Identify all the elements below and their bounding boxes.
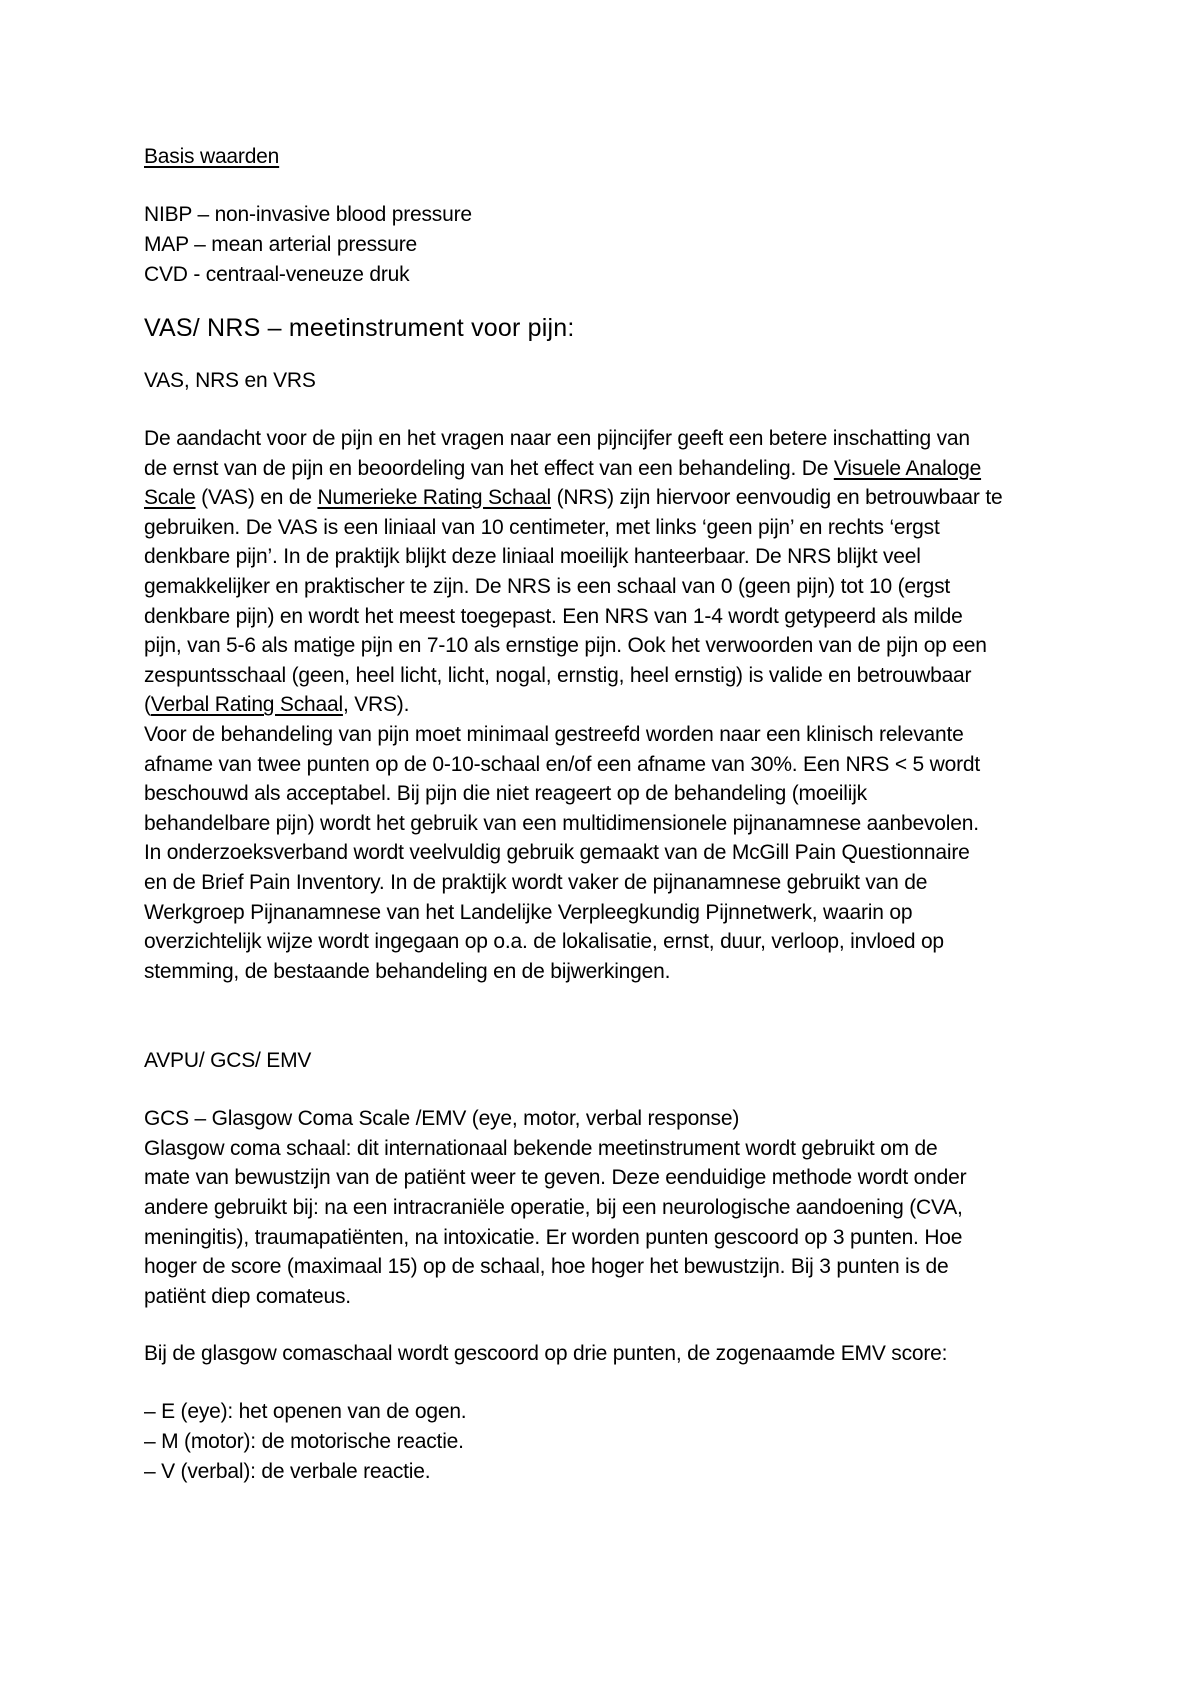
paragraph-line: gebruiken. De VAS is een liniaal van 10 centimeter, met links ‘geen pijn’ en rechts ‘ergst: [144, 515, 940, 539]
paragraph-line: De aandacht voor de pijn en het vragen naar een pijncijfer geeft een betere inschatting van: [144, 427, 970, 450]
paragraph-line: [144, 690, 1069, 720]
section-subheading-vas: VAS, NRS en VRS: [144, 369, 316, 392]
paragraph-gcs: [144, 1104, 1069, 1311]
paragraph-line: mate van bewustzijn van de patiënt weer te geven. Deze eenduidige methode wordt onder: [144, 1166, 967, 1190]
paragraph-text: (NRS) zijn hiervoor eenvoudig en betrouwbaar te: [550, 486, 1003, 510]
paragraph-line: [144, 483, 1069, 513]
paragraph-line: hoger de score (maximaal 15) op de schaal, hoe hoger het bewustzijn. Bij 3 punten is de: [144, 1255, 949, 1279]
paragraph-line: Voor de behandeling van pijn moet minimaal gestreefd worden naar een klinisch relevante: [144, 722, 964, 746]
basis-item: MAP – mean arterial pressure: [144, 233, 417, 256]
basis-item: CVD - centraal-veneuze druk: [144, 263, 410, 286]
paragraph-line: gemakkelijker en praktischer te zijn. De NRS is een schaal van 0 (geen pijn) tot 10 (ergst: [144, 574, 951, 598]
list-item-motor: – M (motor): de motorische reactie.: [144, 1430, 464, 1454]
link-numerieke-rating-schaal[interactable]: Numerieke Rating Schaal: [317, 486, 551, 510]
paragraph-line: beschouwd als acceptabel. Bij pijn die niet reageert op de behandeling (moeilijk: [144, 782, 867, 806]
link-visuele-analoge-scale[interactable]: Visuele Analoge: [833, 456, 982, 480]
paragraph-line: pijn, van 5-6 als matige pijn en 7-10 als ernstige pijn. Ook het verwoorden van de pijn op een: [144, 634, 987, 658]
paragraph-emv-intro: Bij de glasgow comaschaal wordt gescoord op drie punten, de zogenaamde EMV score:: [144, 1342, 948, 1366]
paragraph-line: denkbare pijn’. In de praktijk blijkt deze liniaal moeilijk hanteerbaar. De NRS blijkt veel: [144, 545, 921, 569]
paragraph-line: andere gebruikt bij: na een intracraniële operatie, bij een neurologische aandoening (CVA,: [144, 1196, 963, 1220]
document-body: [144, 142, 1069, 1487]
paragraph-line: Glasgow coma schaal: dit internationaal bekende meetinstrument wordt gebruikt om de: [144, 1136, 938, 1160]
paragraph-line: GCS – Glasgow Coma Scale /EMV (eye, motor, verbal response): [144, 1107, 740, 1131]
paragraph-line: In onderzoeksverband wordt veelvuldig gebruik gemaakt van de McGill Pain Questionnaire: [144, 841, 970, 865]
section-heading-avpu: AVPU/ GCS/ EMV: [144, 1049, 312, 1073]
paragraph-line: afname van twee punten op de 0-10-schaal en/of een afname van 30%. Een NRS < 5 wordt: [144, 752, 980, 776]
paragraph-line: stemming, de bestaande behandeling en de bijwerkingen.: [144, 959, 671, 983]
paragraph-text: de ernst van de pijn en beoordeling van het effect van een behandeling. De: [144, 456, 834, 480]
paragraph-line: zespuntsschaal (geen, heel licht, licht, nogal, ernstig, heel ernstig) is valide en betrouwbaar: [144, 663, 972, 687]
section-title-basis: Basis waarden: [144, 145, 280, 168]
paragraph-text: (VAS) en de: [195, 486, 318, 510]
list-item-verbal: – V (verbal): de verbale reactie.: [144, 1460, 431, 1484]
paragraph-line: meningitis), traumapatiënten, na intoxicatie. Er worden punten gescoord op 3 punten. Hoe: [144, 1225, 963, 1249]
basis-item: NIBP – non-invasive blood pressure: [144, 203, 472, 226]
paragraph-vas-1: [144, 424, 1069, 986]
paragraph-line: behandelbare pijn) wordt het gebruik van een multidimensionele pijnanamnese aanbevolen.: [144, 811, 979, 835]
link-verbal-rating-schaal[interactable]: Verbal Rating Schaal: [150, 693, 343, 717]
paragraph-text: (: [144, 693, 151, 717]
paragraph-line: Werkgroep Pijnanamnese van het Landelijke Verpleegkundig Pijnnetwerk, waarin op: [144, 900, 913, 924]
list-item-eye: – E (eye): het openen van de ogen.: [144, 1400, 467, 1424]
link-visuele-analoge-scale-cont[interactable]: Scale: [144, 486, 196, 510]
paragraph-line: overzichtelijk wijze wordt ingegaan op o.a. de lokalisatie, ernst, duur, verloop, invloed op: [144, 930, 944, 954]
paragraph-line: patiënt diep comateus.: [144, 1284, 351, 1308]
paragraph-text: , VRS).: [342, 693, 410, 717]
paragraph-line: en de Brief Pain Inventory. In de praktijk wordt vaker de pijnanamnese gebruikt van de: [144, 870, 928, 894]
paragraph-line: [144, 454, 1069, 484]
section-heading-vas: VAS/ NRS – meetinstrument voor pijn:: [144, 314, 575, 342]
paragraph-line: denkbare pijn) en wordt het meest toegepast. Een NRS van 1-4 wordt getypeerd als milde: [144, 604, 963, 628]
